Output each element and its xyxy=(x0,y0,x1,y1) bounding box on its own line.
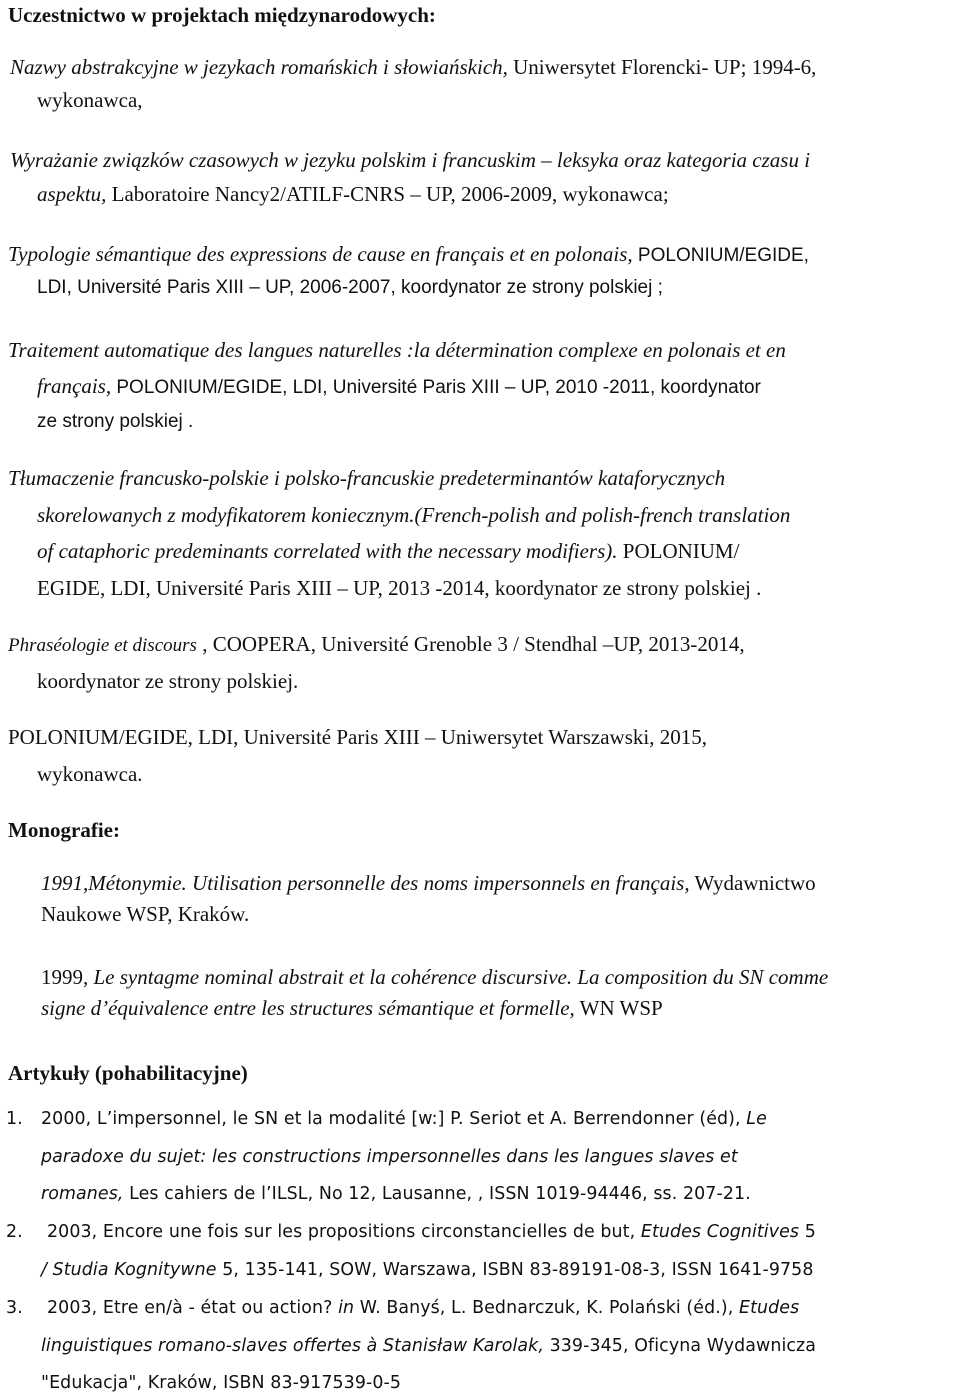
article-source-title-cont: paradoxe du sujet: les constructions impersonnelles dans les langues slaves et xyxy=(41,1147,738,1167)
project-5-line-4: EGIDE, LDI, Université Paris XIII – UP, 2013 -2014, koordynator ze strony polskiej . xyxy=(37,576,762,600)
project-3-line-2: LDI, Université Paris XIII – UP, 2006-2007, koordynator ze strony polskiej ; xyxy=(37,277,663,298)
article-1-line-1 xyxy=(41,1108,767,1130)
project-details: POLONIUM/EGIDE, xyxy=(632,245,809,266)
project-4-line-3: ze strony polskiej . xyxy=(37,411,194,432)
article-2-line-1 xyxy=(47,1221,816,1243)
article-citation: 2000, L’impersonnel, le SN et la modalité [w:] P. Seriot et A. Berrendonner (éd), xyxy=(41,1109,747,1129)
article-details: Les cahiers de l’ILSL, No 12, Lausanne, , ISSN 1019-94446, ss. 207-21. xyxy=(123,1184,751,1204)
article-3-line-2 xyxy=(41,1335,816,1357)
monograph-title: 1991,Métonymie. Utilisation personnelle des noms impersonnels en français, xyxy=(41,871,690,895)
article-source-title-cont: linguistiques romano-slaves offertes à Stanisław Karolak, xyxy=(41,1336,544,1356)
section-heading-monographs: Monografie: xyxy=(8,818,120,842)
project-6-line-1 xyxy=(8,632,745,658)
article-volume: 5 xyxy=(799,1222,816,1242)
article-source-title: Etudes xyxy=(739,1298,800,1318)
project-details: Uniwersytet Florencki- UP; 1994-6, xyxy=(507,55,817,79)
monograph-publisher: Wydawnictwo xyxy=(689,871,816,895)
article-citation: 2003, Encore une fois sur les propositions circonstancielles de but, xyxy=(47,1222,641,1242)
monograph-year: 1999, xyxy=(41,965,94,989)
project-title: Typologie sémantique des expressions de cause en français et en polonais, xyxy=(8,242,633,266)
project-7-line-2: wykonawca. xyxy=(37,762,143,786)
project-details: POLONIUM/EGIDE, LDI, Université Paris XIII – UP, 2010 -2011, koordynator xyxy=(111,377,761,398)
project-2-line-2 xyxy=(37,182,669,206)
project-5-line-3 xyxy=(37,539,739,563)
article-2-number: 2. xyxy=(6,1222,23,1242)
article-source-title: Le xyxy=(746,1109,767,1129)
project-4-line-2 xyxy=(37,374,761,400)
project-3-line-1 xyxy=(8,242,809,268)
section-heading-articles: Artykuły (pohabilitacyjne) xyxy=(8,1061,248,1085)
project-7-line-1: POLONIUM/EGIDE, LDI, Université Paris XIII – Uniwersytet Warszawski, 2015, xyxy=(8,725,707,749)
project-1-line-1 xyxy=(10,55,816,79)
project-1-line-2: wykonawca, xyxy=(37,88,143,112)
project-title: Nazwy abstrakcyjne w jezykach romańskich i słowiańskich, xyxy=(10,55,508,79)
project-title: Wyrażanie związków czasowych w jezyku polskim i francuskim – leksyka oraz kategoria czasu i xyxy=(10,148,811,172)
article-citation: 2003, Etre en/à - état ou action? xyxy=(47,1298,339,1318)
project-5-line-1 xyxy=(8,466,725,490)
article-source-title-cont: / Studia Kognitywne xyxy=(41,1260,217,1280)
project-details: , COOPERA, Université Grenoble 3 / Stendhal –UP, 2013-2014, xyxy=(196,632,745,656)
monograph-title-cont: signe d’équivalence entre les structures sémantique et formelle, xyxy=(41,996,575,1020)
project-title: Traitement automatique des langues naturelles :la détermination complexe en polonais et en xyxy=(8,338,786,362)
monograph-2-line-2 xyxy=(41,996,663,1020)
article-source-title: Etudes Cognitives xyxy=(640,1222,800,1242)
project-details: Laboratoire Nancy2/ATILF-CNRS – UP, 2006-2009, wykonawca; xyxy=(106,182,669,206)
monograph-1-line-1 xyxy=(41,871,816,895)
article-details: 339-345, Oficyna Wydawnicza xyxy=(543,1336,817,1356)
article-3-line-3: "Edukacja", Kraków, ISBN 83-917539-0-5 xyxy=(41,1373,402,1393)
project-5-line-2 xyxy=(37,503,790,527)
project-4-line-1 xyxy=(8,338,786,362)
monograph-title: Le syntagme nominal abstrait et la cohérence discursive. La composition du SN comme xyxy=(93,965,829,989)
project-title-cont: aspektu, xyxy=(37,182,107,206)
project-title-en-cont: of cataphoric predeminants correlated with the necessary modifiers). xyxy=(37,539,618,563)
article-2-line-2 xyxy=(41,1259,814,1281)
project-2-line-1 xyxy=(10,148,810,172)
project-title: Tłumaczenie francusko-polskie i polsko-francuskie predeterminantów kataforycznych xyxy=(8,466,726,490)
article-editors: W. Banyś, L. Bednarczuk, K. Polański (éd.), xyxy=(354,1298,740,1318)
monograph-publisher: WN WSP xyxy=(574,996,663,1020)
article-1-line-3 xyxy=(41,1183,751,1205)
article-source-title-end: romanes, xyxy=(41,1184,124,1204)
article-1-number: 1. xyxy=(6,1109,23,1129)
article-3-line-1 xyxy=(47,1297,799,1319)
monograph-1-line-2: Naukowe WSP, Kraków. xyxy=(41,902,250,926)
project-title-cont: skorelowanych z modyfikatorem koniecznym. xyxy=(37,503,415,527)
article-in: in xyxy=(338,1298,355,1318)
article-details: 5, 135-141, SOW, Warszawa, ISBN 83-89191-08-3, ISSN 1641-9758 xyxy=(216,1260,814,1280)
project-title: Phraséologie et discours xyxy=(8,635,197,656)
project-title-en: (French-polish and polish-french translation xyxy=(414,503,791,527)
project-title-cont: français, xyxy=(37,374,112,398)
article-1-line-2 xyxy=(41,1146,738,1168)
project-details: POLONIUM/ xyxy=(617,539,740,563)
project-6-line-2: koordynator ze strony polskiej. xyxy=(37,669,299,693)
monograph-2-line-1 xyxy=(41,965,828,989)
section-heading-projects: Uczestnictwo w projektach międzynarodowych: xyxy=(8,3,436,27)
article-3-number: 3. xyxy=(6,1298,23,1318)
